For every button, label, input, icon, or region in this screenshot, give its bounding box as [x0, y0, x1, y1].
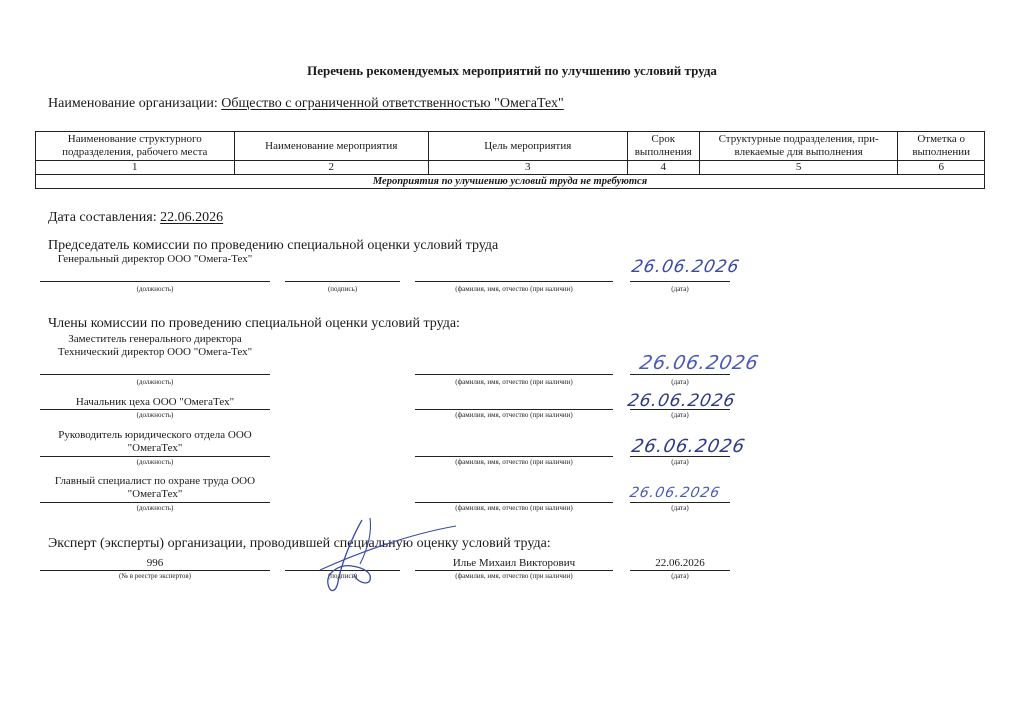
fio-line: [415, 502, 613, 503]
compiled-date-line: [48, 210, 223, 226]
organization-label: Наименование организации:: [48, 96, 218, 111]
fio-line: [415, 456, 613, 457]
organization-value: Общество с ограниченной ответственностью "ОмегаТех": [221, 96, 564, 111]
table-note-row: [36, 175, 985, 189]
expert-section-title: Эксперт (эксперты) организации, проводившей специальную оценку условий труда:: [48, 536, 551, 551]
fio-caption: (фамилия, имя, отчество (при наличии): [455, 458, 573, 466]
date-line: [630, 374, 730, 375]
table-header-row: [36, 132, 985, 161]
position-caption: (должность): [136, 378, 174, 386]
table-number-cell: 6: [898, 161, 985, 175]
position-line: [40, 281, 270, 282]
position-caption: (должность): [136, 458, 174, 466]
fio-caption: (фамилия, имя, отчество (при наличии): [455, 378, 573, 386]
handwritten-date: 26.06.2026: [629, 257, 742, 277]
position-line: [40, 374, 270, 375]
fio-caption: (фамилия, имя, отчество (при наличии): [455, 285, 573, 293]
date-caption: (дата): [671, 285, 689, 293]
date-caption: (дата): [671, 504, 689, 512]
registry-caption: (№ в реестре экспертов): [118, 572, 191, 580]
table-number-cell: 3: [429, 161, 628, 175]
organization-line: [48, 96, 564, 112]
chairman-position: Генеральный директор ООО "Омега-Тех": [57, 253, 253, 265]
handwritten-date: 26.06.2026: [637, 352, 762, 374]
table-number-cell: 4: [627, 161, 699, 175]
table-header-cell: Наименование структурного подразделения, рабочего места: [36, 132, 235, 161]
date-caption: (дата): [671, 378, 689, 386]
table-header-cell: Отметка о выполнении: [898, 132, 985, 161]
date-caption: (дата): [671, 411, 689, 419]
fio-line: [415, 281, 613, 282]
table-number-cell: 2: [234, 161, 428, 175]
handwritten-date: 26.06.2026: [625, 391, 738, 411]
member-position: Главный специалист по охране труда ООО "ОмегаТех": [54, 475, 256, 500]
compiled-date-label: Дата составления:: [48, 210, 157, 225]
fio-caption: (фамилия, имя, отчество (при наличии): [455, 411, 573, 419]
position-caption: (должность): [136, 285, 174, 293]
fio-line: [415, 374, 613, 375]
member-position: Заместитель генерального директора Технический директор ООО "Омега-Тех": [57, 333, 253, 358]
date-caption: (дата): [671, 572, 689, 580]
fio-caption: (фамилия, имя, отчество (при наличии): [455, 572, 573, 580]
expert-registry-number: 996: [146, 557, 164, 569]
position-caption: (должность): [136, 504, 174, 512]
member-position: Начальник цеха ООО "ОмегаТех": [75, 396, 235, 408]
signature-caption: (подпись): [327, 285, 358, 293]
position-caption: (должность): [136, 411, 174, 419]
measures-table: [35, 131, 985, 189]
table-note: Мероприятия по улучшению условий труда не требуются: [36, 175, 985, 189]
table-header-cell: Наименование мероприятия: [234, 132, 428, 161]
expert-name: Илье Михаил Викторович: [452, 557, 576, 569]
handwritten-date: 26.06.2026: [629, 436, 748, 457]
position-line: [40, 456, 270, 457]
table-header-cell: Срок выполнения: [627, 132, 699, 161]
table-header-cell: Цель мероприятия: [429, 132, 628, 161]
date-line: [630, 281, 730, 282]
position-line: [40, 502, 270, 503]
fio-caption: (фамилия, имя, отчество (при наличии): [455, 504, 573, 512]
members-section-title: Члены комиссии по проведению специальной оценки условий труда:: [48, 316, 460, 331]
member-position: Руководитель юридического отдела ООО "ОмегаТех": [58, 429, 252, 454]
fio-line: [415, 409, 613, 410]
document-title: Перечень рекомендуемых мероприятий по улучшению условий труда: [307, 63, 717, 78]
date-caption: (дата): [671, 458, 689, 466]
handwritten-date: 26.06.2026: [628, 485, 722, 501]
position-line: [40, 409, 270, 410]
registry-line: [40, 570, 270, 571]
signature-line: [285, 281, 400, 282]
table-header-cell: Структурные подразделения, при-влекаемые для выполнения: [699, 132, 898, 161]
expert-signature: [300, 512, 460, 597]
date-line: [630, 570, 730, 571]
table-number-cell: 5: [699, 161, 898, 175]
date-line: [630, 502, 730, 503]
table-number-cell: 1: [36, 161, 235, 175]
signature-caption: (подпись): [327, 572, 358, 580]
expert-date: 22.06.2026: [655, 557, 705, 569]
compiled-date-value: 22.06.2026: [160, 210, 224, 225]
table-number-row: [36, 161, 985, 175]
chairman-section-title: Председатель комиссии по проведению специальной оценки условий труда: [48, 238, 499, 253]
